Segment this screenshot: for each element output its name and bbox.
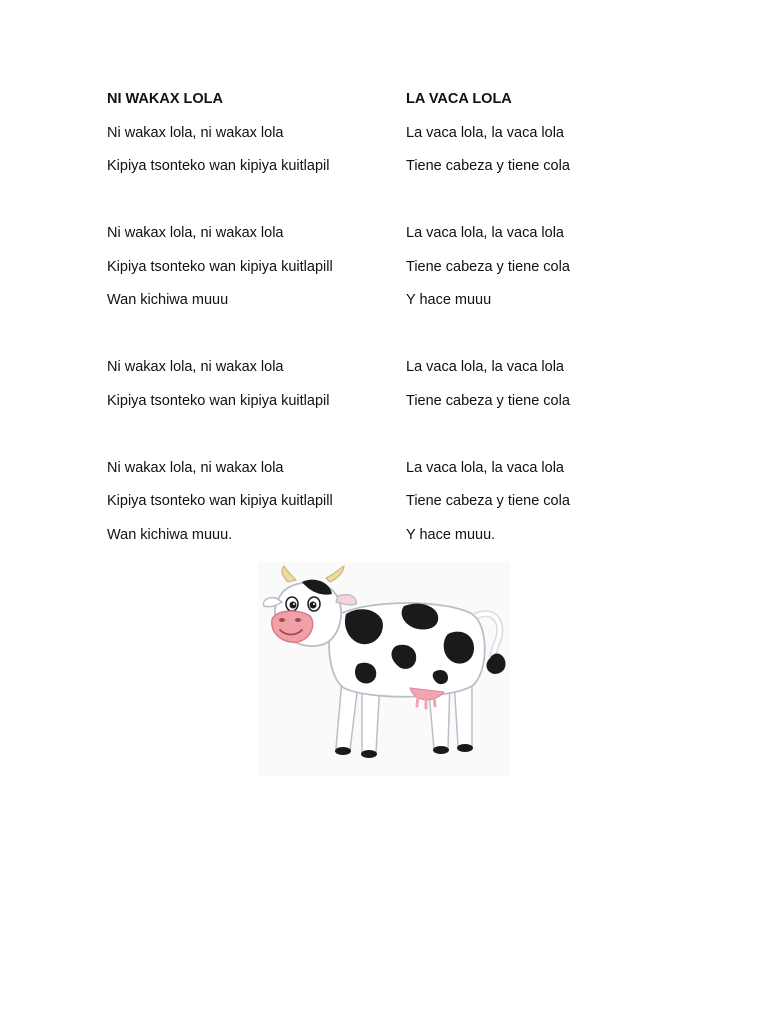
left-line: Kipiya tsonteko wan kipiya kuitlapill: [107, 493, 333, 509]
right-line: La vaca lola, la vaca lola: [406, 359, 564, 375]
right-line: Y hace muuu: [406, 292, 492, 308]
right-line: Tiene cabeza y tiene cola: [406, 158, 570, 174]
left-column-nahuatl: [107, 91, 333, 560]
left-line: Ni wakax lola, ni wakax lola: [107, 459, 284, 476]
right-line: La vaca lola, la vaca lola: [406, 459, 564, 476]
stanza-break: [107, 326, 333, 343]
stanza-break: [406, 426, 570, 443]
left-line: Wan kichiwa muuu: [107, 292, 229, 308]
right-line: Y hace muuu.: [406, 526, 496, 543]
right-line: Tiene cabeza y tiene cola: [406, 258, 570, 275]
left-line: Wan kichiwa muuu.: [107, 526, 233, 543]
stanza-break: [406, 192, 570, 209]
left-line: Kipiya tsonteko wan kipiya kuitlapil: [107, 392, 330, 409]
right-line: Tiene cabeza y tiene cola: [406, 493, 570, 509]
left-line: Ni wakax lola, ni wakax lola: [107, 359, 284, 375]
stanza-break: [107, 426, 333, 443]
left-line: Ni wakax lola, ni wakax lola: [107, 225, 284, 241]
left-title: NI WAKAX LOLA: [107, 91, 223, 107]
right-line: Tiene cabeza y tiene cola: [406, 392, 570, 409]
stanza-break: [406, 326, 570, 343]
left-line: Kipiya tsonteko wan kipiya kuitlapil: [107, 158, 330, 174]
left-line: Kipiya tsonteko wan kipiya kuitlapill: [107, 258, 333, 275]
right-line: La vaca lola, la vaca lola: [406, 124, 564, 141]
right-line: La vaca lola, la vaca lola: [406, 225, 564, 241]
left-line: Ni wakax lola, ni wakax lola: [107, 124, 284, 141]
right-title: LA VACA LOLA: [406, 91, 512, 107]
stanza-break: [107, 192, 333, 209]
cow-illustration: [258, 562, 510, 776]
right-column-spanish: [406, 91, 570, 560]
